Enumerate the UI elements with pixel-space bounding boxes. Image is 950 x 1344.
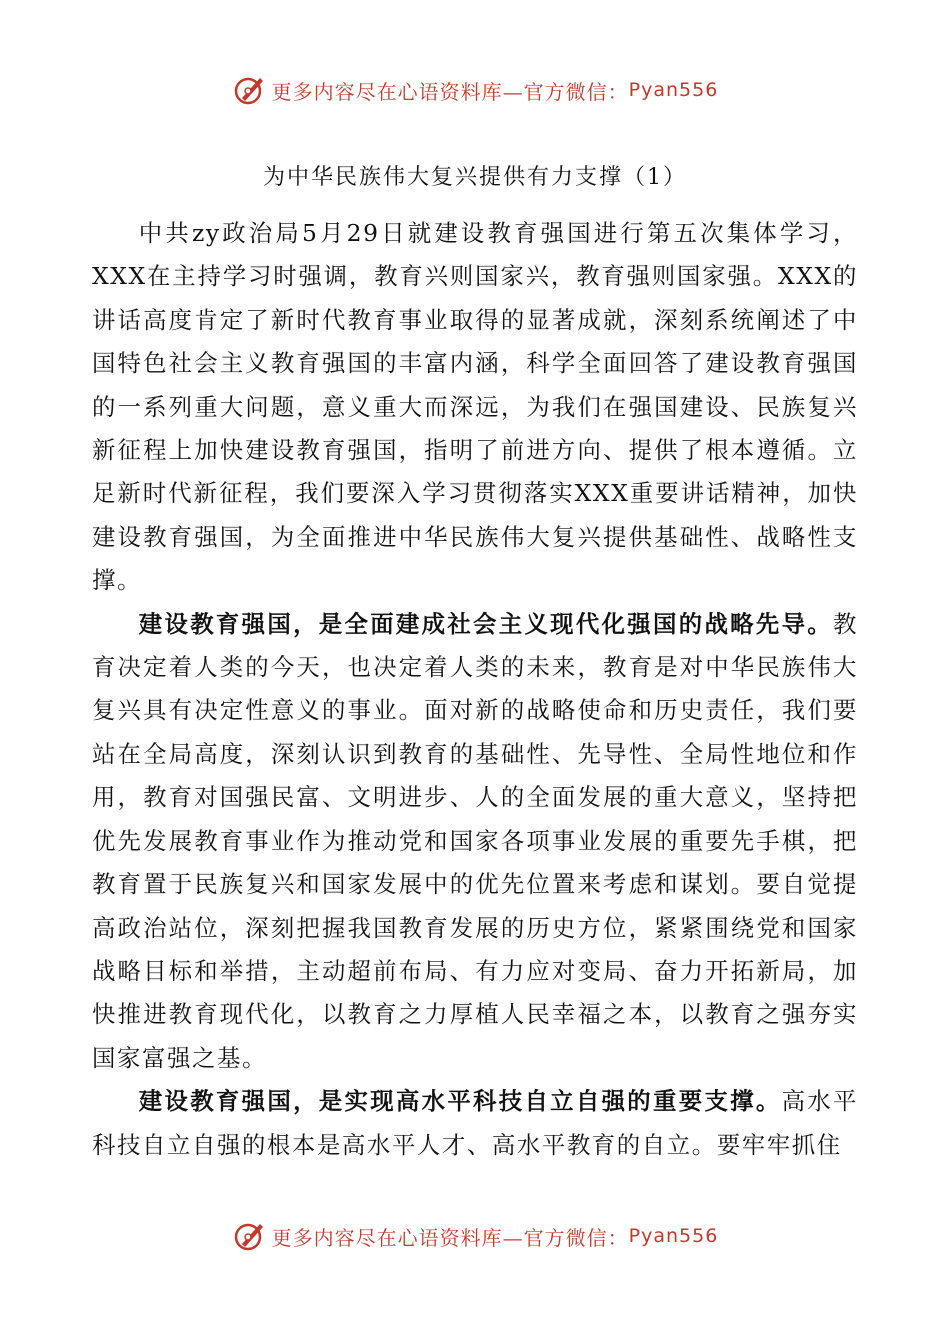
paragraph-3-lead: 建设教育强国，是实现高水平科技自立自强的重要支撑。	[138, 1087, 782, 1116]
document-body	[92, 212, 858, 1167]
document-title: 为中华民族伟大复兴提供有力支撑（1）	[263, 165, 687, 190]
banner-wechat-id: Pyan556	[628, 79, 719, 101]
banner-wechat-id: Pyan556	[628, 1225, 719, 1247]
paragraph-3	[92, 1080, 858, 1167]
pen-logo-icon	[232, 1218, 268, 1254]
footer-banner	[0, 1216, 950, 1256]
paragraph-2	[92, 603, 858, 1080]
paragraph-2-text: 教育决定着人类的今天，也决定着人类的未来，教育是对中华民族伟大复兴具有决定性意义的事业。面对新的战略使命和历史责任，我们要站在全局高度，深刻认识到教育的基础性、先导性、全局性地位和作用，教育对国强民富、文明进步、人的全面发展的重大意义，坚持把优先发展教育事业作为推动党和国家各项事业发展的重要先手棋，把教育置于民族复兴和国家发展中的优先位置来考虑和谋划。要自觉提高政治站位，深刻把握我国教育发展的历史方位，紧紧围绕党和国家战略目标和举措，主动超前布局、有力应对变局、奋力开拓新局，加快推进教育现代化，以教育之力厚植人民幸福之本，以教育之强夯实国家富强之基。	[92, 609, 858, 1072]
banner-text: 更多内容尽在心语资料库—官方微信：	[271, 1225, 629, 1250]
banner-text: 更多内容尽在心语资料库—官方微信：	[271, 79, 629, 104]
paragraph-3-text: 高水平科技自立自强的根本是高水平人才、高水平教育的自立。要牢牢抓住	[92, 1087, 858, 1159]
pen-logo-icon	[232, 72, 268, 108]
paragraph-1	[92, 212, 858, 603]
header-banner	[0, 70, 950, 110]
paragraph-2-lead: 建设教育强国，是全面建成社会主义现代化强国的战略先导。	[138, 609, 833, 638]
paragraph-1-text: 中共zy政治局5月29日就建设教育强国进行第五次集体学习，XXX在主持学习时强调，教育兴则国家兴，教育强则国家强。XXX的讲话高度肯定了新时代教育事业取得的显著成就，深刻系统阐述了中国特色社会主义教育强国的丰富内涵，科学全面回答了建设教育强国的一系列重大问题，意义重大而深远，为我们在强国建设、民族复兴新征程上加快建设教育强国，指明了前进方向、提供了根本遵循。立足新时代新征程，我们要深入学习贯彻落实XXX重要讲话精神，加快建设教育强国，为全面推进中华民族伟大复兴提供基础性、战略性支撑。	[92, 219, 858, 595]
